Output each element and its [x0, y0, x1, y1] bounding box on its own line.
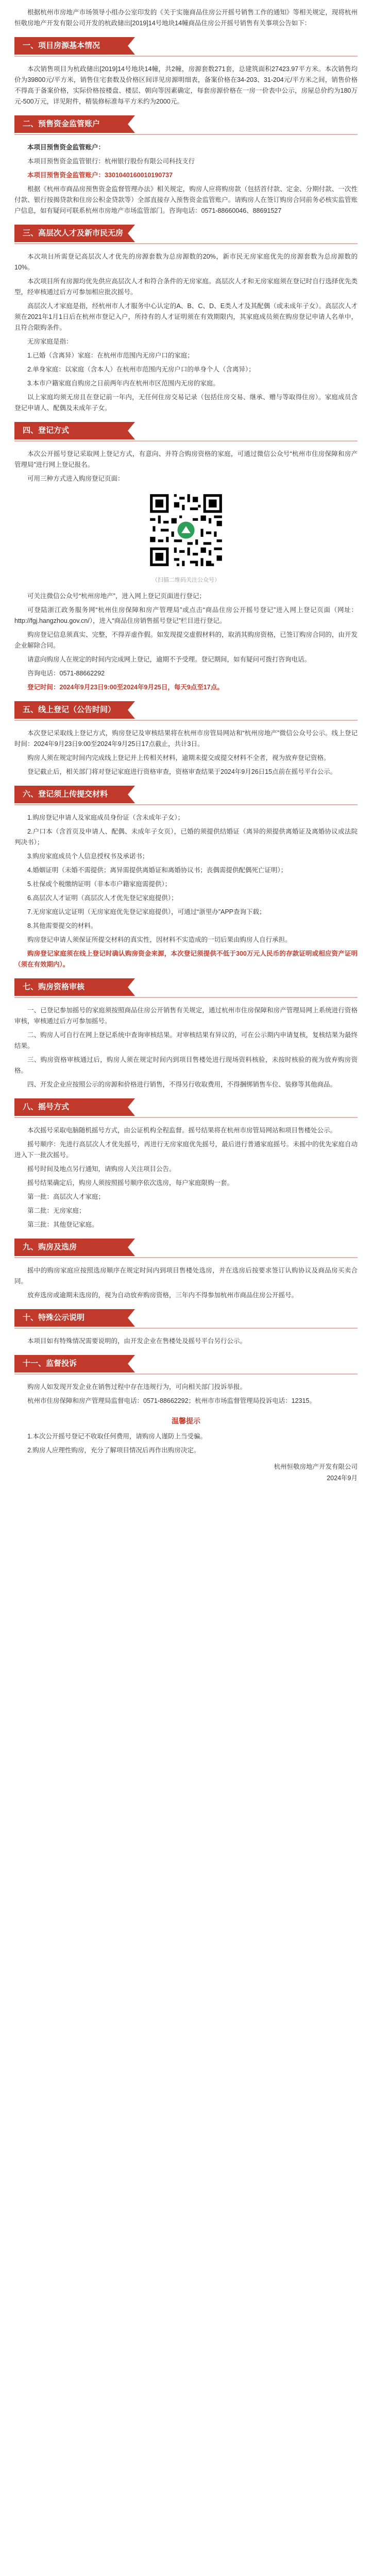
section-header-11: [14, 1355, 358, 1375]
s4-tel[interactable]: 0571-88662292: [59, 670, 105, 677]
signature-date: 2024年9月: [327, 1475, 358, 1482]
s5-p1: 本次登记采取线上登记方式，购房登记及审核结果将在杭州市房管局网站和“杭州房地产”微信公众号公示。线上登记时间：2024年9月23日9:00至2024年9月25日17点截止，共计3日。: [14, 730, 358, 748]
qr-code-block: [14, 492, 358, 571]
section-header-3: [14, 225, 358, 255]
s6-list-item: 6.高层次人才证明（高层次人才优先登记家庭提供）；: [27, 894, 178, 902]
s3-p2: 本次项目所有房源均优先供应高层次人才和符合条件的无房家庭。高层次人才和无房家庭须在登记时自行选择优先类型，经审核通过后方可参加相应批次摇号。: [14, 278, 358, 296]
intro-paragraph: 根据杭州市房地产市场领导小组办公室印发的《关于实施商品住房公开摇号销售工作的通知》等相关规定，现将杭州恒敬房地产开发有限公司开发的杭政储出[2019]14号地块14幢商品住房公开摇号销售有关事项公告如下：: [14, 9, 358, 27]
s2-title: 本项目预售资金监管账户：: [27, 144, 105, 151]
section-title: 五、线上登记（公告时间）: [14, 701, 128, 719]
section-header-4: [14, 422, 358, 442]
section-header-5: [14, 701, 358, 721]
s4-p2: 可用三种方式进入购房登记页面：: [27, 475, 124, 482]
s4-p3: 可关注微信公众号“杭州房地产”，进入网上登记页面进行登记；: [27, 592, 206, 600]
footer-p2: 2.购房人应理性购房，充分了解项目情况后再作出购房决定。: [27, 1447, 200, 1454]
section-title: 一、项目房源基本情况: [14, 37, 128, 55]
s6-list-item: 1.购房登记申请人及家庭成员身份证（含未成年子女）；: [27, 814, 184, 821]
s4-p6: 请意向购房人在规定的时间内完成网上登记，逾期不予受理。登记期间，如有疑问可拨打咨询电话。: [27, 656, 311, 663]
section-title: 十、特殊公示说明: [14, 1309, 128, 1327]
s2-account: 本项目预售资金监管账户：3301040160010190737: [27, 172, 173, 179]
s3-p1: 本次项目所需登记高层次人才优先的房源套数为总房源数的20%，新市民无房家庭优先的房源套数为总房源数的10%。: [14, 253, 358, 271]
s8-p3: 摇号时间及地点另行通知，请购房人关注项目公告。: [27, 1165, 176, 1173]
s4-p4: 可登陆浙江政务服务网“杭州住房保障和房产管理局”或点击“商品住房公开摇号登记”进入网上登记页面（网址：http://fgj.hangzhou.gov.cn/），进入“商品住房销售摇号登记”栏目进行登记。: [14, 606, 358, 624]
section-header-10: [14, 1309, 358, 1329]
s3-list-item: 2.单身家庭：以家庭（含本人）在杭州市范围内无房户口的单身个人（含离异）；: [27, 366, 255, 373]
s8-p1: 本次摇号采取电脑随机摇号方式，由公证机构全程监督。摇号结果将在杭州市房管局网站和项目售楼处公示。: [27, 1127, 337, 1134]
s6-p2: 购房登记家庭须在线上登记时确认购房资金来源，本次登记须提供不低于300万元人民币的存款证明或相应资产证明（须在有效期内）。: [14, 950, 358, 968]
s11-p2: 杭州市住房保障和房产管理局监督电话：0571-88662292；杭州市市场监督管理局投诉电话：12315。: [27, 1397, 316, 1404]
s7-p3: 三、购房资格审核通过后，购房人须在规定时间内到项目售楼处进行现场资料核验，未按时核验的视为放弃购房资格。: [14, 1056, 358, 1074]
s6-list-item: 4.婚姻证明（未婚不需提供；离异需提供离婚证和离婚协议书；丧偶需提供配偶死亡证明）；: [27, 867, 288, 874]
section-header-1: [14, 37, 358, 57]
s8-list-item: 第三批：其他登记家庭。: [27, 1221, 98, 1228]
s4-tel-line: [14, 668, 358, 679]
s8-p4: 摇号结果确定后，购房人须按照摇号顺序依次选房，每户家庭限购一套。: [27, 1179, 234, 1187]
s2-bank: 本项目预售资金监管银行：杭州银行股份有限公司科技支行: [27, 158, 195, 165]
s6-list-item: 5.社保或个税缴纳证明（非本市户籍家庭需提供）；: [27, 880, 172, 888]
s11-p1: 购房人如发现开发企业在销售过程中存在违规行为，可向相关部门投诉举报。: [27, 1383, 247, 1391]
section-header-6: [14, 786, 358, 805]
s4-time: 登记时间：2024年9月23日9:00至2024年9月25日，每天9点至17点。: [27, 684, 224, 691]
s1-paragraph: 本次销售项目为杭政储出[2019]14号地块14幢，共2幢，房源套数271套，总建筑面积27423.97平方米。本次销售均价为39800元/平方米，销售住宅套数及价格区间详见房源明细表，备案价格在34-203、31-204元/平方米之间，销售价格不得高于备案价格，实际价格按楼盘、楼层、朝向等因素确定，每套房源价格在一房一价表中公示，房屋总价约为180万元-500万元，详见附件，精装修标准每平方米约为2000元。: [14, 65, 358, 105]
qr-code-image[interactable]: [147, 492, 225, 569]
s5-p3: 登记截止后，相关部门将对登记家庭进行资格审查，资格审查结果于2024年9月26日15点前在摇号平台公示。: [27, 768, 337, 775]
s6-list-item: 2.户口本（含首页及申请人、配偶、未成年子女页），已婚的须提供结婚证（离异的须提供离婚证及离婚协议或法院判决书）；: [14, 828, 358, 846]
footer-title: 温馨提示: [172, 1417, 200, 1425]
section-title: 七、购房资格审核: [14, 978, 128, 996]
section-title: 二、预售资金监管账户: [14, 115, 128, 133]
s2-note: 根据《杭州市商品房预售资金监督管理办法》相关规定，购房人应将购房款（包括首付款、定金、分期付款、一次性付款、银行按揭贷款和住房公积金贷款等）全部直接存入预售资金监管账户。请购房人在签订购房合同前务必核实监管账户信息，如有疑问可联系杭州市房地产市场监管部门。咨询电话：0571-88660046、88691527: [14, 185, 358, 214]
s3-p5: 以上家庭均须无房且在登记前一年内，无任何住房交易记录（包括住房交易、继承、赠与等取得住房）。家庭成员含登记申请人、配偶及未成年子女。: [14, 394, 358, 412]
section-title: 六、登记须上传提交材料: [14, 786, 128, 803]
s8-p2: 摇号顺序：先进行高层次人才优先摇号，再进行无房家庭优先摇号，最后进行普通家庭摇号。未摇中的优先家庭自动进入下一批次摇号。: [14, 1141, 358, 1159]
section-title: 九、购房及选房: [14, 1239, 128, 1256]
section-title: 四、登记方式: [14, 422, 128, 439]
s3-p4: 无房家庭是指：: [27, 338, 73, 345]
s6-list-item: 7.无房家庭认定证明（无房家庭优先登记家庭提供），可通过“浙里办”APP查询下载；: [27, 908, 266, 916]
s7-p1: 一、已登记参加摇号的家庭须按照商品住房公开销售有关规定，通过杭州市住房保障和房产管理局网上系统进行资格审核，审核通过后方可参加摇号。: [14, 1007, 358, 1025]
s3-p3: 高层次人才家庭是指，经杭州市人才服务中心认定的A、B、C、D、E类人才及其配偶（或未成年子女）。高层次人才须在2021年1月1日后在杭州市登记入户，所持有的人才证明须在有效期限内，其家庭成员须在购房登记申请人名单中，且符合限购条件。: [14, 302, 358, 331]
s7-p4: 四、开发企业应按照公示的房源和价格进行销售，不得另行收取费用，不得捆绑销售车位、装修等其他商品。: [27, 1081, 337, 1088]
section-header-2: [14, 115, 358, 135]
footer-p1: 1.本次公开摇号登记不收取任何费用，请购房人谨防上当受骗。: [27, 1433, 207, 1440]
s3-list-item: 3.本市户籍家庭自购房之日前两年内在杭州市区范围内无房的家庭。: [27, 380, 219, 387]
section-header-7: [14, 978, 358, 998]
s5-p2: 购房人须在规定时间内完成线上登记并上传相关材料，逾期未提交或提交材料不全者，视为放弃登记资格。: [27, 754, 330, 761]
s4-tel-label: 咨询电话：: [27, 670, 60, 677]
s4-p5: 购房登记信息须真实、完整，不得弄虚作假。如发现提交虚假材料的，取消其购房资格，已签订购房合同的，由开发企业解除合同。: [14, 631, 358, 649]
section-title: 八、摇号方式: [14, 1098, 128, 1116]
s7-p2: 二、购房人可自行在网上登记系统中查询审核结果。对审核结果有异议的，可在公示期内申请复核，复核结果为最终结果。: [14, 1031, 358, 1049]
s9-p2: 放弃选房或逾期未选房的，视为自动放弃购房资格，三年内不得参加杭州市商品住房公开摇号。: [27, 1292, 298, 1299]
s9-p1: 摇中的购房家庭应按照选房顺序在规定时间内到项目售楼处选房，并在选房后按要求签订认购协议及商品房买卖合同。: [14, 1267, 358, 1285]
qr-caption: （扫描二维码关注公众号）: [152, 577, 220, 583]
s6-p1: 购房登记申请人须保证所提交材料的真实性，因材料不实造成的一切后果由购房人自行承担。: [27, 936, 292, 943]
section-header-9: [14, 1239, 358, 1258]
s8-list-item: 第二批：无房家庭；: [27, 1207, 86, 1214]
section-header-8: [14, 1098, 358, 1118]
s6-list-item: 3.购房家庭成员个人信息授权书及承诺书；: [27, 853, 149, 860]
section-title: 三、高层次人才及新市民无房家庭优先政策: [14, 225, 128, 242]
s6-list-item: 8.其他需要提交的材料。: [27, 922, 97, 929]
s10-p1: 本项目如有特殊情况需要说明的，由开发企业在售楼处及摇号平台另行公示。: [27, 1337, 247, 1345]
section-title: 十一、监督投诉: [14, 1355, 128, 1372]
signature: 杭州恒敬房地产开发有限公司: [274, 1463, 358, 1470]
s3-list-item: 1.已婚（含离异）家庭：在杭州市范围内无房户口的家庭；: [27, 352, 194, 359]
s4-p1: 本次公开摇号登记采取网上登记方式，有意向、并符合购房资格的家庭，可通过微信公众号“杭州市住房保障和房产管理局”进行网上登记报名。: [14, 450, 358, 468]
s8-list-item: 第一批：高层次人才家庭；: [27, 1193, 105, 1200]
